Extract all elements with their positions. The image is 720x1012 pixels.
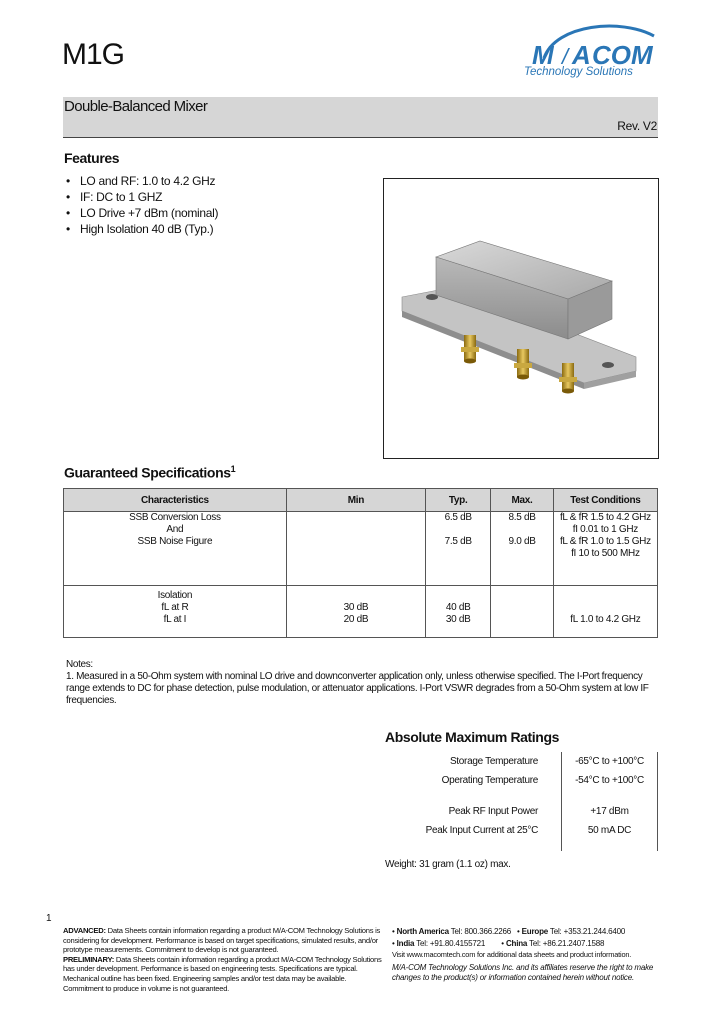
contact-row: • India Tel: +91.80.4155721 • China Tel: +86.21.2407.1588 <box>392 938 605 948</box>
table-row <box>64 586 658 638</box>
cell <box>491 586 553 638</box>
features-heading: Features <box>64 150 120 166</box>
disclaimer: M/A-COM Technology Solutions Inc. and its affiliates reserve the right to make changes to the product(s) or information contained herein without notice. <box>392 962 654 982</box>
cell: 30 dB 20 dB <box>286 586 425 638</box>
svg-text:M: M <box>532 40 554 70</box>
cell: 40 dB 30 dB <box>426 586 491 638</box>
list-item: • High Isolation 40 dB (Typ.) <box>66 222 214 236</box>
notes <box>66 659 662 707</box>
notes-text: 1. Measured in a 50-Ohm system with nominal LO drive and downconverter application only, unless otherwise specified. The I-Port frequency range extends to DC for phase detection, pulse modulation, or attenuator applications. I-Port VSWR degrades from a 50-Ohm system at low IF frequencies. <box>66 671 649 706</box>
svg-text:A: A <box>572 40 591 70</box>
preliminary-notice: PRELIMINARY: Data Sheets contain information regarding a product M/A-COM Technology Solutions has under development. Performance is based on engineering tests. Specifications are typical. Mechanical outline has been fixed. Engineering samples and/or test data may be available. Commitment to produce in volume is not guaranteed. <box>63 954 382 993</box>
cell: fL 1.0 to 4.2 GHz <box>553 586 657 638</box>
col-header: Typ. <box>426 489 491 512</box>
abs-max-heading: Absolute Maximum Ratings <box>385 729 559 745</box>
logo-tagline: Technology Solutions <box>524 66 633 78</box>
list-item: • LO and RF: 1.0 to 4.2 GHz <box>66 174 216 188</box>
notes-heading: Notes: <box>66 659 93 670</box>
advanced-notice: ADVANCED: Data Sheets contain information regarding a product M/A-COM Technology Solutions is considering for development. Performance is based on target specifications, simulated results, and/or prototype measurements. Commitment to develop is not guaranteed. <box>63 926 381 955</box>
cell <box>286 512 425 586</box>
footer-contact <box>392 926 662 983</box>
col-header: Min <box>286 489 425 512</box>
table-row: Storage Temperature -65°C to +100°C <box>449 756 644 767</box>
visit-link[interactable]: Visit www.macomtech.com for additional data sheets and product information. <box>392 950 632 959</box>
table-row <box>64 512 658 586</box>
part-number: M1G <box>62 38 125 71</box>
list-item: • LO Drive +7 dBm (nominal) <box>66 206 219 220</box>
contact-row: • North America Tel: 800.366.2266 • Europe Tel: +353.21.244.6400 <box>392 927 626 936</box>
cell: 6.5 dB 7.5 dB <box>426 512 491 586</box>
mixer-product-image <box>384 179 658 458</box>
table-row: Operating Temperature -54°C to +100°C <box>441 775 644 786</box>
cell: Isolation fL at R fL at I <box>64 586 287 638</box>
weight: Weight: 31 gram (1.1 oz) max. <box>385 859 511 870</box>
doc-title: Double-Balanced Mixer <box>64 98 208 115</box>
col-header: Max. <box>491 489 553 512</box>
guaranteed-heading: Guaranteed Specifications$^1$ <box>64 464 236 481</box>
col-header: Test Conditions <box>553 489 657 512</box>
cell: fL & fR 1.5 to 4.2 GHz fI 0.01 to 1 GHz fL & fR 1.0 to 1.5 GHz fI 10 to 500 MHz <box>553 512 657 586</box>
col-header: Characteristics <box>64 489 287 512</box>
revision: Rev. V2 <box>617 119 657 133</box>
svg-text:COM: COM <box>592 40 653 70</box>
cell: SSB Conversion Loss And SSB Noise Figure <box>64 512 287 586</box>
table-row: Peak Input Current at 25°C 50 mA DC <box>425 825 632 836</box>
spec-table <box>63 488 658 638</box>
svg-text:/: / <box>562 44 569 69</box>
footer-legal <box>63 926 385 993</box>
cell: 8.5 dB 9.0 dB <box>491 512 553 586</box>
features-list <box>66 173 218 237</box>
list-item: • IF: DC to 1 GHZ <box>66 190 163 204</box>
product-image-frame <box>383 178 659 459</box>
page-number: 1 <box>46 913 52 924</box>
table-row: Peak RF Input Power +17 dBm <box>448 806 629 817</box>
